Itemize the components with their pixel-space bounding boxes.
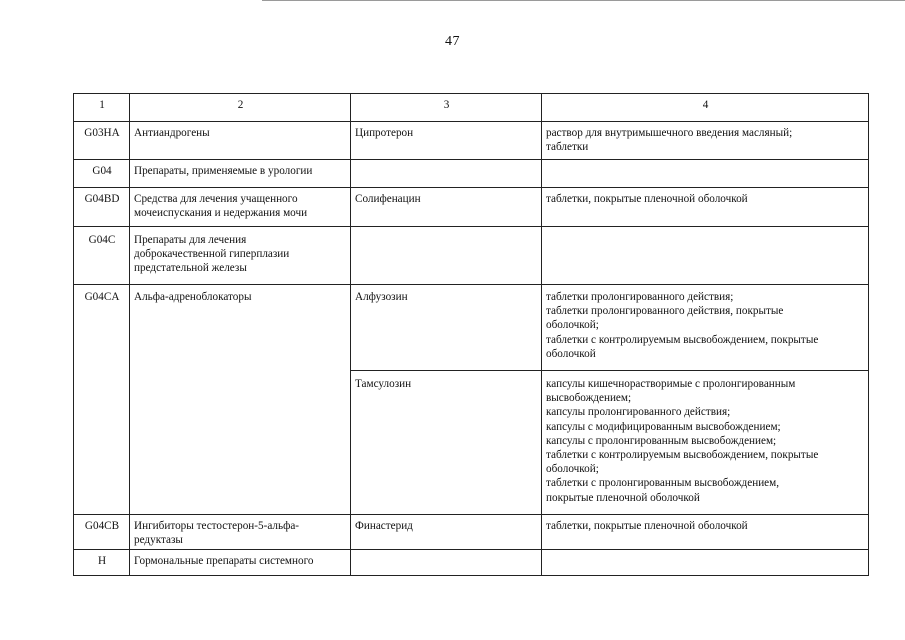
atc-code: G04BD: [74, 188, 130, 227]
page-number: 47: [445, 34, 460, 49]
dosage-forms: таблетки, покрытые пленочной оболочкой: [542, 515, 869, 550]
table-row: [74, 160, 869, 188]
atc-code: G04C: [74, 227, 130, 285]
drug-name: [351, 227, 542, 285]
atc-code: G03HA: [74, 122, 130, 160]
column-header-4: 4: [542, 94, 869, 122]
group-name: Альфа-адреноблокаторы: [130, 285, 351, 515]
drug-name: [351, 550, 542, 576]
table-row: [74, 227, 869, 285]
dosage-forms: таблетки пролонгированного действия; таблетки пролонгированного действия, покрытые оболочкой; таблетки с контролируемым высвобождением, покрытые оболочкой: [542, 285, 869, 371]
drug-table: [73, 93, 869, 576]
drug-name: Тамсулозин: [351, 371, 542, 515]
atc-code: G04CA: [74, 285, 130, 515]
column-header-2: 2: [130, 94, 351, 122]
dosage-forms: капсулы кишечнорастворимые с пролонгированным высвобождением; капсулы пролонгированного действия; капсулы с модифицированным высвобождением; капсулы с пролонгированным высвобождением; таблетки с контролируемым высвобождением, покрытые оболочкой; таблетки с пролонгированным высвобождением, покрытые пленочной оболочкой: [542, 371, 869, 515]
drug-name: Ципротерон: [351, 122, 542, 160]
table-row: [74, 188, 869, 227]
header-row: [74, 94, 869, 122]
dosage-forms: раствор для внутримышечного введения масляный; таблетки: [542, 122, 869, 160]
group-name: Препараты, применяемые в урологии: [130, 160, 351, 188]
table-row: [74, 122, 869, 160]
drug-name: Солифенацин: [351, 188, 542, 227]
dosage-forms: таблетки, покрытые пленочной оболочкой: [542, 188, 869, 227]
atc-code: G04: [74, 160, 130, 188]
drug-name: [351, 160, 542, 188]
dosage-forms: [542, 160, 869, 188]
column-header-1: 1: [74, 94, 130, 122]
column-header-3: 3: [351, 94, 542, 122]
group-name: Препараты для лечения доброкачественной гиперплазии предстательной железы: [130, 227, 351, 285]
dosage-forms: [542, 550, 869, 576]
table-row: [74, 550, 869, 576]
group-name: Средства для лечения учащенного мочеиспускания и недержания мочи: [130, 188, 351, 227]
atc-code: H: [74, 550, 130, 576]
table-row: [74, 285, 869, 371]
atc-code: G04CB: [74, 515, 130, 550]
drug-name: Алфузозин: [351, 285, 542, 371]
group-name: Антиандрогены: [130, 122, 351, 160]
top-rule: [262, 0, 905, 1]
group-name: Гормональные препараты системного: [130, 550, 351, 576]
table-row: [74, 515, 869, 550]
dosage-forms: [542, 227, 869, 285]
drug-name: Финастерид: [351, 515, 542, 550]
group-name: Ингибиторы тестостерон-5-альфа- редуктазы: [130, 515, 351, 550]
